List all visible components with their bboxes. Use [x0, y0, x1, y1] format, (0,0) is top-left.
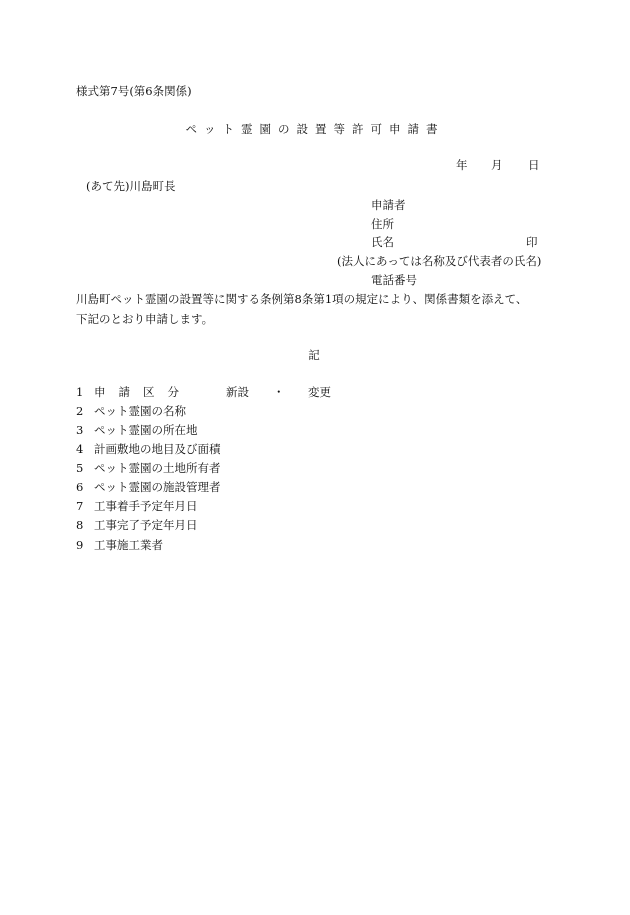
item-label: ペット霊園の土地所有者	[94, 461, 221, 475]
list-item-contractor	[76, 540, 163, 552]
item-number: 2	[76, 404, 84, 418]
list-item-land-owner	[76, 463, 221, 475]
item-label: ペット霊園の所在地	[94, 423, 198, 437]
applicant-name-label: 氏名	[371, 235, 394, 249]
option-separator: ・	[273, 385, 285, 399]
item-number: 8	[76, 518, 84, 532]
list-item-cemetery-name	[76, 406, 186, 418]
body-text-line-1: 川島町ペット霊園の設置等に関する条例第8条第1項の規定により、関係書類を添えて、	[76, 292, 528, 306]
addressee: (あて先)川島町長	[86, 179, 176, 193]
ki-heading: 記	[308, 348, 320, 362]
applicant-phone-label: 電話番号	[371, 273, 417, 287]
item-number: 1	[76, 385, 84, 399]
list-item-land-category-area	[76, 444, 221, 456]
list-item-facility-manager	[76, 482, 221, 494]
applicant-address-label: 住所	[371, 217, 394, 231]
item-number: 6	[76, 480, 84, 494]
item-label: 工事完了予定年月日	[94, 518, 198, 532]
form-number: 様式第7号(第6条関係)	[76, 84, 192, 98]
item-number: 9	[76, 538, 84, 552]
date-day-label: 日	[528, 158, 540, 172]
item-label: ペット霊園の名称	[94, 404, 186, 418]
list-item-application-type	[76, 387, 192, 399]
seal-mark: 印	[526, 235, 538, 249]
item-label: 計画敷地の地目及び面積	[94, 442, 221, 456]
corporate-name-note: (法人にあっては名称及び代表者の氏名)	[337, 254, 542, 268]
list-item-construction-start	[76, 501, 198, 513]
item-label: 工事着手予定年月日	[94, 499, 198, 513]
item-number: 7	[76, 499, 84, 513]
item-label: 申請区分	[94, 385, 192, 399]
item-number: 5	[76, 461, 84, 475]
list-item-cemetery-location	[76, 425, 198, 437]
body-text-line-2: 下記のとおり申請します。	[76, 312, 214, 326]
option-change: 変更	[308, 385, 331, 399]
date-month-label: 月	[491, 158, 503, 172]
item-label: ペット霊園の施設管理者	[94, 480, 221, 494]
item-number: 4	[76, 442, 84, 456]
option-new: 新設	[226, 385, 249, 399]
applicant-heading: 申請者	[371, 198, 406, 212]
date-year-label: 年	[456, 158, 468, 172]
document-title: ペット霊園の設置等許可申請書	[185, 122, 445, 136]
item-number: 3	[76, 423, 84, 437]
item-label: 工事施工業者	[94, 538, 163, 552]
list-item-construction-end	[76, 520, 198, 532]
